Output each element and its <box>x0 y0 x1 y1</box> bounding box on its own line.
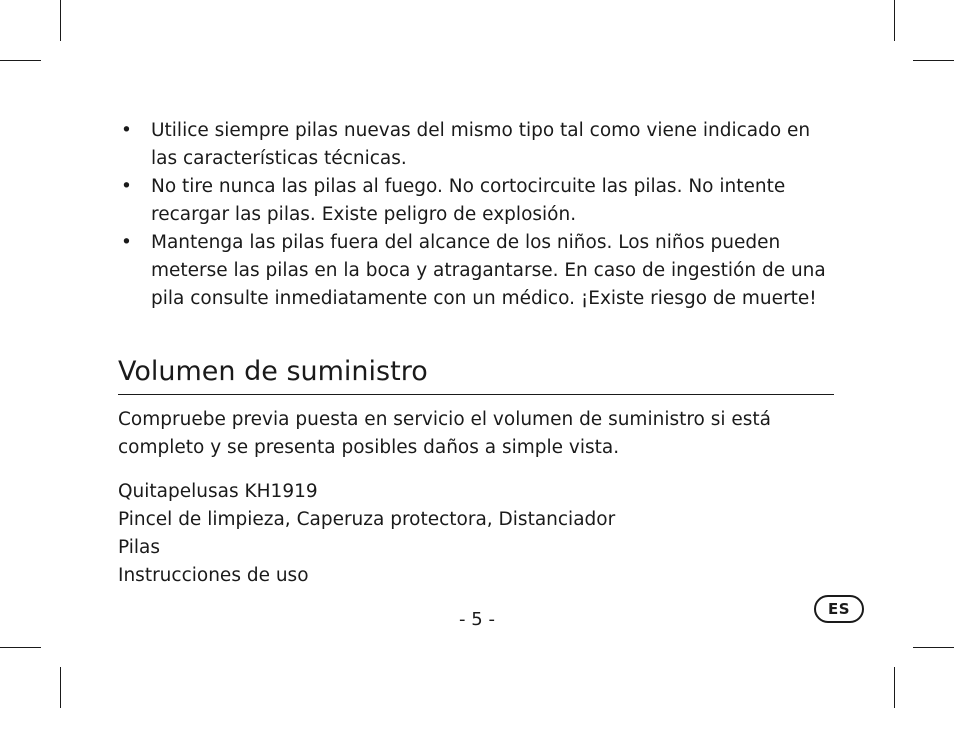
bullet-text: Utilice siempre pilas nuevas del mismo tipo tal como viene indicado en las características técnicas. <box>151 120 811 169</box>
bullet-marker: • <box>121 232 132 253</box>
crop-mark-top-left-vertical <box>60 0 61 41</box>
crop-mark-top-left-horizontal <box>0 60 41 61</box>
safety-bullet-list <box>118 117 838 313</box>
crop-mark-bottom-left-horizontal <box>0 647 41 648</box>
bullet-text: No tire nunca las pilas al fuego. No cortocircuite las pilas. No intente recargar las pilas. Existe peligro de explosión. <box>151 176 786 225</box>
delivery-contents-list <box>118 478 615 590</box>
crop-mark-top-right-horizontal <box>913 60 954 61</box>
bullet-marker: • <box>121 176 132 197</box>
crop-mark-bottom-left-vertical <box>60 667 61 708</box>
language-badge: ES <box>814 595 864 623</box>
bullet-marker: • <box>121 120 132 141</box>
bullet-item <box>118 229 838 313</box>
crop-mark-bottom-right-horizontal <box>913 647 954 648</box>
crop-mark-bottom-right-vertical <box>894 667 895 708</box>
bullet-item <box>118 117 838 173</box>
section-heading: Volumen de suministro <box>118 352 834 395</box>
section-intro: Compruebe previa puesta en servicio el volumen de suministro si está completo y se presenta posibles daños a simple vista. <box>118 409 772 458</box>
bullet-item <box>118 173 838 229</box>
page-number: - 5 - <box>459 609 495 630</box>
list-item: Pilas <box>118 537 161 558</box>
bullet-text: Mantenga las pilas fuera del alcance de los niños. Los niños pueden meterse las pilas en la boca y atragantarse. En caso de ingestión de una pila consulte inmediatamente con un médico. ¡Existe riesgo de muerte! <box>151 232 826 309</box>
list-item: Quitapelusas KH1919 <box>118 481 318 502</box>
list-item: Pincel de limpieza, Caperuza protectora, Distanciador <box>118 509 616 530</box>
crop-mark-top-right-vertical <box>894 0 895 41</box>
list-item: Instrucciones de uso <box>118 565 309 586</box>
